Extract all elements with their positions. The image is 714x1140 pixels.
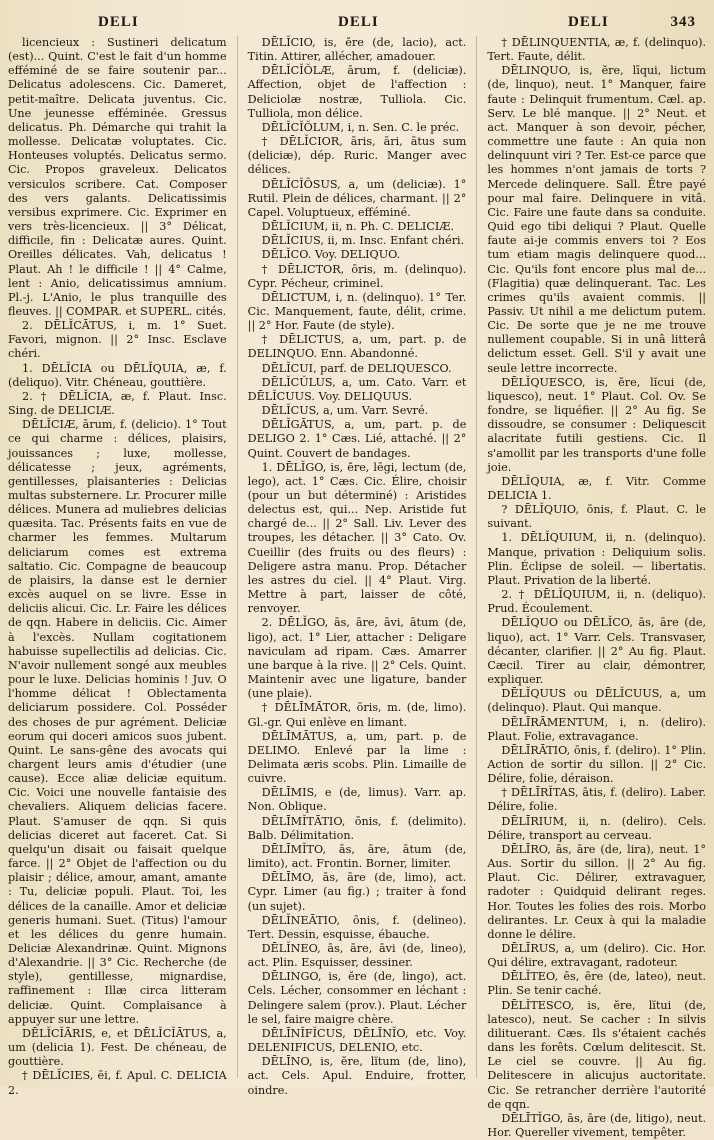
dictionary-entry: 2. † DĒLĬQUIUM, ii, n. (deliquo). Prud. Écoulement.: [487, 588, 707, 616]
dictionary-entry: DĒLĬCIUM, ii, n. Ph. C. DELICIÆ.: [261, 220, 455, 234]
dictionary-entry: 2. DĒLĬCĀTUS, i, m. 1° Suet. Favori, mignon. || 2° Insc. Esclave chéri.: [8, 319, 227, 361]
dictionary-entry: † DĒLINQUENTIA, æ, f. (delinquo). Tert. Faute, délit.: [487, 36, 707, 64]
header-center-guide-word: DELI: [338, 14, 379, 30]
dictionary-entry: DĒLĪNO, is, ĕre, lĭtum (de, lino), act. Cels. Apul. Enduire, frotter, oindre.: [247, 1055, 467, 1097]
dictionary-entry: DĒLICTUM, i, n. (delinquo). 1° Ter. Cic. Manquement, faute, délit, crime. || 2° Hor. Faute (de style).: [247, 290, 467, 333]
dictionary-entry: † DĒLĬCIES, ēi, f. Apul. C. DELICIA 2.: [8, 1069, 227, 1097]
dictionary-entry: DĒLĬQUUS ou DĒLĬCUUS, a, um (delinquo). Plaut. Qui manque.: [487, 687, 707, 715]
dictionary-entry: DĒLĬCĬŌSUS, a, um (deliciæ). 1° Rutil. Plein de délices, charmant. || 2° Capel. Voluptueux, efféminé.: [247, 177, 467, 219]
dictionary-entry: DĒLĬCUI, parf. de DELIQUESCO.: [261, 361, 452, 375]
dictionary-entry: DĒLĪMĬTĀTIO, ōnis, f. (delimito). Balb. Délimitation.: [247, 814, 467, 842]
header-right-guide-word: DELI: [568, 14, 609, 30]
dictionary-entry: DĒLĪMĀTUS, a, um, part. p. de DELIMO. Enlevé par la lime : Delimata æris scobs. Plin. Limaille de cuivre.: [247, 729, 467, 786]
text-columns: [8, 36, 707, 1140]
dictionary-entry: DĒLĬQUO ou DĒLĬCO, ās, āre (de, liquo), act. 1° Varr. Cels. Transvaser, décanter, clarifier. || 2° Au fig. Plaut. Cæcil. Tirer au clair, démontrer, expliquer.: [487, 616, 707, 687]
dictionary-entry: DĒLĬQUIA, æ, f. Vitr. Comme DELICIA 1.: [487, 474, 707, 502]
column-2: [247, 36, 467, 1097]
dictionary-entry: † DĒLICTOR, ōris, m. (delinquo). Cypr. Pécheur, criminel.: [247, 262, 467, 290]
dictionary-entry: DĒLĪTĬGO, ās, āre (de, litigo), neut. Hor. Quereller vivement, tempêter.: [487, 1111, 707, 1140]
dictionary-entry: DĒLĪRĀMENTUM, i, n. (deliro). Plaut. Folie, extravagance.: [487, 715, 707, 743]
dictionary-entry: 1. DĒLĬQUIUM, ii, n. (delinquo). Manque, privation : Deliquium solis. Plin. Éclipse de soleil. — libertatis. Plaut. Privation de la liberté.: [487, 531, 707, 587]
dictionary-entry: ? DĒLĬQUIO, ōnis, f. Plaut. C. le suivant.: [487, 503, 707, 531]
dictionary-entry: DĒLĬCUS, a, um. Varr. Sevré.: [261, 404, 429, 418]
column-3: [487, 36, 707, 1140]
dictionary-entry: † DĒLĬCIOR, āris, āri, ātus sum (deliciæ), dép. Ruric. Manger avec délices.: [247, 135, 467, 177]
dictionary-entry: DĒLĪRĀTIO, ōnis, f. (deliro). 1° Plin. Action de sortir du sillon. || 2° Cic. Délire, folie, déraison.: [487, 743, 707, 786]
dictionary-entry: DĒLĪNĬFĬCUS, DĒLĪNĬO, etc. Voy. DELENIFICUS, DELENIO, etc.: [247, 1026, 467, 1055]
dictionary-entry: DĒLĬCO. Voy. DELIQUO.: [261, 248, 401, 262]
dictionary-entry: DĒLĬCĬŎLÆ, ārum, f. (deliciæ). Affection, objet de l'affection : Deliciolæ nostræ, Tulliola. Cic. Tulliola, mon délice.: [247, 64, 467, 120]
dictionary-entry: 1. DĒLĬCIA ou DĒLĬQUIA, æ, f. (deliquo). Vitr. Chéneau, gouttière.: [8, 361, 227, 389]
dictionary-entry: DĒLĬCIUS, ii, m. Insc. Enfant chéri.: [261, 234, 465, 248]
dictionary-entry: DĒLĬTEO, ēs, ēre (de, lateo), neut. Plin. Se tenir caché.: [487, 970, 707, 998]
dictionary-entry: DĒLĬCIO, is, ĕre (de, lacio), act. Titin. Attirer, allécher, amadouer.: [247, 36, 467, 64]
dictionary-entry: DĒLĬCĬŎLUM, i, n. Sen. C. le préc.: [261, 120, 460, 134]
page-header: [8, 10, 706, 36]
dictionary-entry: † DĒLĪRĬTAS, ātis, f. (deliro). Laber. Délire, folie.: [487, 786, 707, 814]
dictionary-entry: † DĒLĪMĀTOR, ōris, m. (de, limo). Gl.-gr. Qui enlève en limant.: [247, 701, 467, 729]
header-left-guide-word: DELI: [98, 14, 139, 30]
column-1: [8, 36, 227, 1097]
dictionary-entry: 2. † DĒLĬCIA, æ, f. Plaut. Insc. Sing. de DELICIÆ.: [8, 389, 227, 418]
column-divider: [237, 36, 238, 1078]
column-divider: [476, 36, 477, 1078]
dictionary-entry: 2. DĒLĬGO, ās, āre, āvi, ātum (de, ligo), act. 1° Lier, attacher : Deligare naviculam ad ripam. Cæs. Amarrer une barque à la rive. || 2° Cels. Quint. Maintenir avec une ligature, bander (une plaie).: [247, 616, 467, 701]
dictionary-entry: DĒLĬNEĀTIO, ōnis, f. (delineo). Tert. Dessin, esquisse, ébauche.: [247, 913, 467, 941]
dictionary-entry: DĒLINQUO, is, ĕre, līqui, lictum (de, linquo), neut. 1° Manquer, faire faute : Delinquit frumentum. Cæl. ap. Serv. Le blé manque. || 2° Neut. et act. Manquer à son devoir, pécher, commettre une faute : An quia non delinquunt viri ? Ter. Est-ce parce que les hommes n'ont jamais de torts ? Mercede delinquere. Sall. Être payé pour mal faire. Delinquere in vitâ. Cic. Faire une faute dans sa conduite. Quid ego tibi deliqui ? Plaut. Quelle faute ai-je commis envers toi ? Eos tum etiam magis delinquere quod... Cic. Qu'ils font encore plus mal de... (Flagitia) quæ delinquerant. Tac. Les crimes qu'ils avaient commis. || Passiv. Ut nihil a me delictum putem. Cic. De sorte que je ne me trouve nullement coupable. Si in unâ litterâ delictum esset. Gell. S'il y avait une seule lettre incorrecte.: [487, 64, 707, 375]
dictionary-entry: DĒLĪMIS, e (de, limus). Varr. ap. Non. Oblique.: [247, 786, 467, 814]
dictionary-entry: DĒLĪRO, ās, āre (de, lira), neut. 1° Aus. Sortir du sillon. || 2° Au fig. Plaut. Cic. Délirer, extravaguer, radoter : Quidquid delirant reges. Hor. Toutes les folies des rois. Morbo delirantes. Lr. Ceux à qui la maladie donne le délire.: [487, 842, 707, 941]
dictionary-entry: licencieux : Sustineri delicatum (est)... Quint. C'est le fait d'un homme efféminé de se faire soutenir par... Delicatus adolescens. Cic. Dameret, petit-maître. Delicata juventus. Cic. Une jeunesse efféminée. Gressus delicatus. Ph. Démarche qui trahit la mollesse. Delicatæ voluptates. Cic. Honteuses voluptés. Delicatus sermo. Cic. Propos graveleux. Delicatos versiculos scribere. Cat. Composer des vers galants. Delicatissimis versibus exprimere. Cic. Exprimer en vers très-licencieux. || 3° Délicat, difficile, fin : Delicatæ aures. Quint. Oreilles délicates. Vah, delicatus ! Plaut. Ah ! le difficile ! || 4° Calme, lent : Anio, delicatissimus amnium. Pl.-j. L'Anio, le plus tranquille des fleuves. || COMPAR. et SUPERL. cités.: [8, 36, 227, 318]
dictionary-entry: DĒLĬCIÆ, ārum, f. (delicio). 1° Tout ce qui charme : délices, plaisirs, jouissances ; luxe, mollesse, délicatesse ; jeux, agréments, gentillesses, plaisanteries : Delicias multas substernere. Lr. Procurer mille délices. Munera ad muliebres delicias quæsita. Tac. Présents faits en vue de charmer les femmes. Multarum deliciarum comes est extrema saltatio. Cic. Compagne de beaucoup de plaisirs, la danse est le dernier excès auquel on se livre. Esse in deliciis alicui. Cic. Lr. Faire les délices de qqn. Habere in deliciis. Cic. Aimer à l'excès. Nullam cogitationem habuisse supellectilis ad delicias. Cic. N'avoir nullement songé aux meubles pour le luxe. Delicias hominis ! Juv. O l'homme délicat ! Oblectamenta deliciarum possidere. Col. Posséder des choses de pur agrément. Deliciæ eorum qui doceri amicos suos jubent. Quint. Le sans-gêne des avocats qui chargent leurs amis d'étudier (une cause). Ecce aliæ deliciæ equitum. Cic. Voici une nouvelle fantaisie des chevaliers. Aliquem delicias facere. Plaut. S'amuser de qqn. Si quis delicias diceret aut faceret. Cat. Si quelqu'un disait ou faisait quelque farce. || 2° Objet de l'affection ou du plaisir ; délice, amour, amant, amante : Tu, deliciæ populi. Plaut. Toi, les délices de la canaille. Amor et deliciæ generis humani. Suet. (Titus) l'amour et les délices du genre humain. Deliciæ Alexandrinæ. Quint. Mignons d'Alexandrie. || 3° Cic. Recherche (de style), gentillesse, mignardise, raffinement : Illæ circa litteram deliciæ. Quint. Complaisance à appuyer sur une lettre.: [8, 418, 227, 1026]
dictionary-entry: DĒLINGO, is, ĕre (de, lingo), act. Cels. Lécher, consommer en léchant : Delingere salem (prov.). Plaut. Lécher le sel, faire maigre chère.: [247, 970, 467, 1026]
dictionary-entry: DĒLĪMO, ās, āre (de, limo), act. Cypr. Limer (au fig.) ; traiter à fond (un sujet).: [247, 871, 467, 913]
dictionary-entry: DĒLĬQUESCO, is, ĕre, lĭcui (de, liquesco), neut. 1° Plaut. Col. Ov. Se fondre, se liquéfier. || 2° Au fig. Se dissoudre, se consumer : Deliquescit alacritate futili gestiens. Cic. Il s'amollit par les transports d'une folle joie.: [487, 375, 707, 474]
dictionary-entry: DĒLĪMĬTO, ās, āre, ātum (de, limito), act. Frontin. Borner, limiter.: [247, 842, 467, 871]
dictionary-entry: DĒLĬTESCO, is, ĕre, lĭtui (de, latesco), neut. Se cacher : In silvis dilituerant. Cæs. Ils s'étaient cachés dans les forêts. Cœlum delitescit. St. Le ciel se couvre. || Au fig. Delitescere in alicujus auctoritate. Cic. Se retrancher derrière l'autorité de qqn.: [487, 998, 707, 1111]
dictionary-entry: DĒLĪRIUM, ii, n. (deliro). Cels. Délire, transport au cerveau.: [487, 814, 707, 842]
dictionary-entry: DĒLĬGĀTUS, a, um, part. p. de DELIGO 2. 1° Cæs. Lié, attaché. || 2° Quint. Couvert de bandages.: [247, 418, 467, 460]
dictionary-entry: 1. DĒLĬGO, is, ĕre, lēgi, lectum (de, lego), act. 1° Cæs. Cic. Élire, choisir (pour un but déterminé) : Aristides delectus est, qui... Nep. Aristide fut chargé de... || 2° Sall. Liv. Lever des troupes, les détacher. || 3° Cato. Ov. Cueillir (des fruits ou des fleurs) : Deligere astra manu. Prop. Détacher les astres du ciel. || 4° Plaut. Virg. Mettre à part, laisser de côté, renvoyer.: [247, 460, 467, 616]
dictionary-entry: DĒLĬCĬĀRIS, e, et DĒLĬCĬĀTUS, a, um (delicia 1). Fest. De chéneau, de gouttière.: [8, 1026, 227, 1069]
dictionary-entry: † DĒLICTUS, a, um, part. p. de DELINQUO. Enn. Abandonné.: [247, 333, 467, 361]
dictionary-entry: DĒLĬCŬLUS, a, um. Cato. Varr. et DĒLĬCUUS. Voy. DELIQUUS.: [247, 375, 467, 403]
dictionary-entry: DĒLĬNEO, ās, āre, āvi (de, lineo), act. Plin. Esquisser, dessiner.: [247, 942, 467, 970]
dictionary-entry: DĒLĪRUS, a, um (deliro). Cic. Hor. Qui délire, extravagant, radoteur.: [487, 942, 707, 970]
page-number: 343: [670, 14, 696, 30]
